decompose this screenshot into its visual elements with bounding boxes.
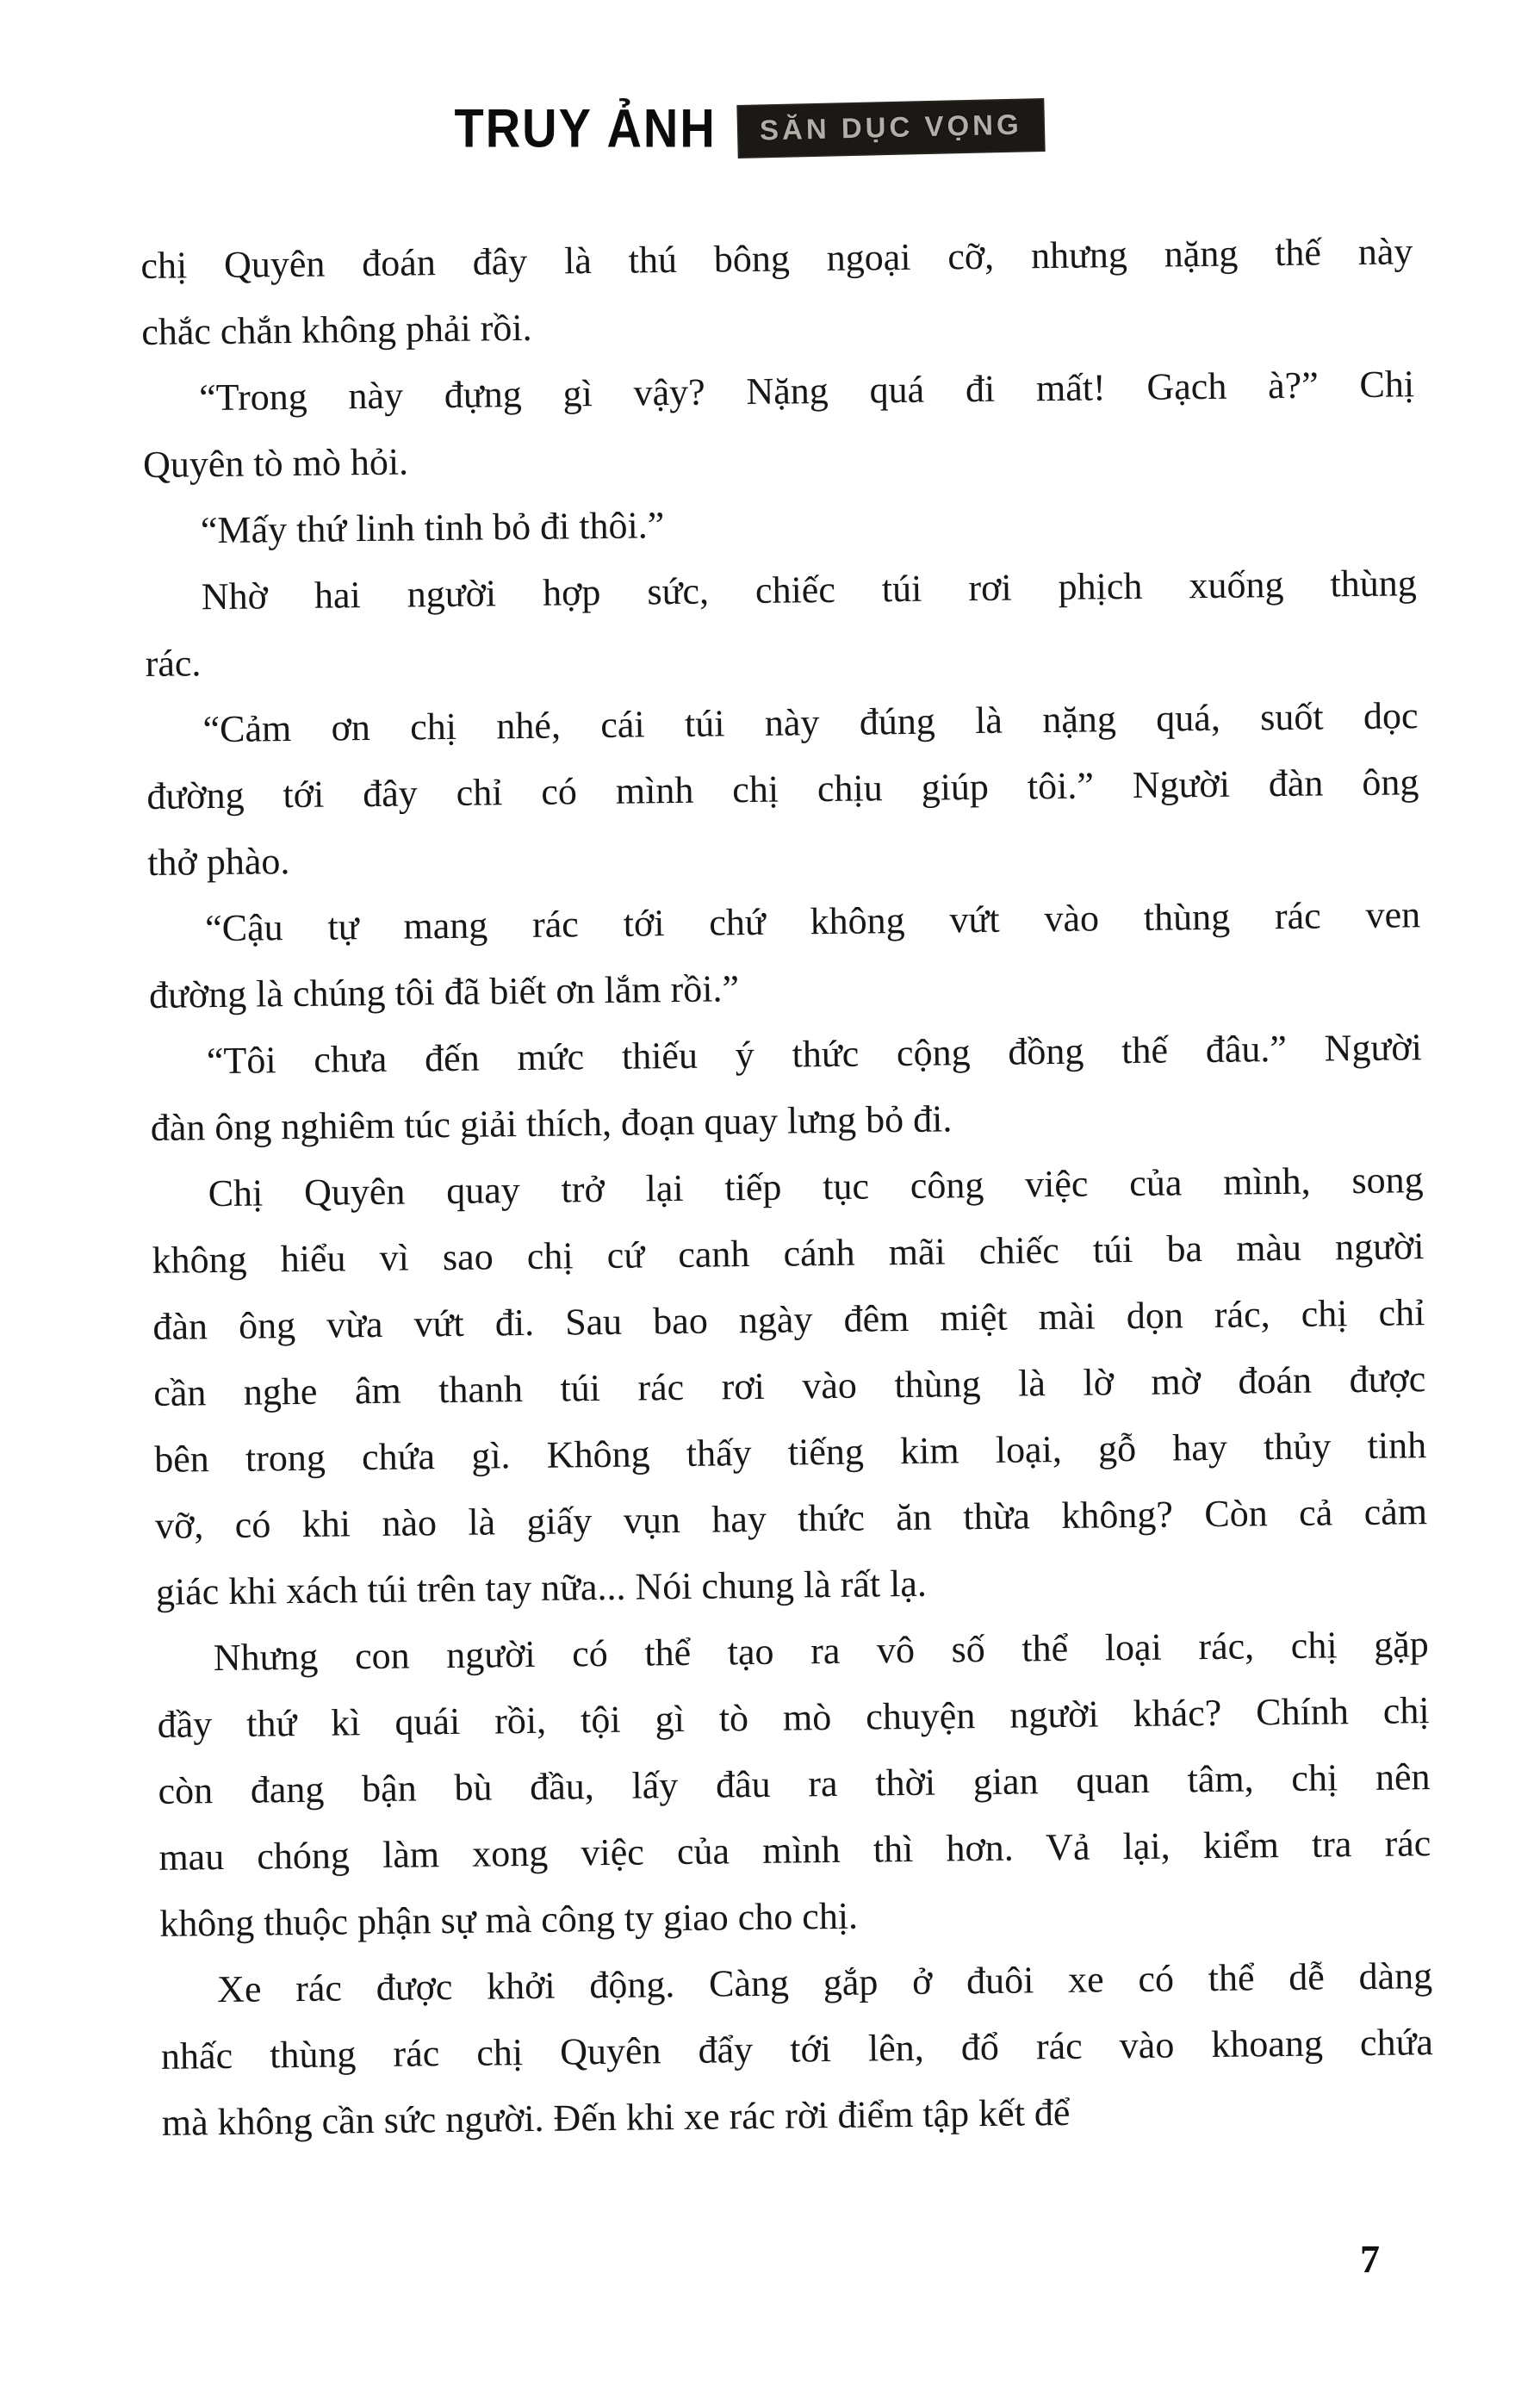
text-line: Chị Quyên quay trở lại tiếp tục công việc của mình, song: [208, 1159, 1424, 1215]
paragraph: [144, 550, 1418, 697]
text-line: Xe rác được khởi động. Càng gắp ở đuôi xe có thể dễ dàng: [216, 1954, 1433, 2011]
series-title: TRUY ẢNH: [454, 97, 717, 158]
text-line: Quyên tò mò hỏi.: [142, 440, 409, 486]
text-line: bên trong chứa gì. Không thấy tiếng kim loại, gỗ hay thủy tinh: [153, 1424, 1427, 1481]
text-line: Nhưng con người có thể tạo ra vô số thể loại rác, chị gặp: [213, 1623, 1429, 1680]
paragraph: [156, 1611, 1431, 1957]
paragraph: [142, 351, 1416, 498]
paragraph: [148, 881, 1422, 1028]
text-line: “Cậu tự mang rác tới chứ không vứt vào thùng rác ven: [204, 893, 1421, 950]
text-line: “Trong này đựng gì vậy? Nặng quá đi mất! Gạch à?” Chị: [198, 363, 1415, 419]
text-line: đàn ông vừa vứt đi. Sau bao ngày đêm miệt mài dọn rác, chị chỉ: [152, 1291, 1425, 1348]
body-text: [140, 218, 1434, 2156]
paragraph: [140, 218, 1414, 365]
text-line: không hiểu vì sao chị cứ canh cánh mãi chiếc túi ba màu người: [152, 1225, 1425, 1282]
text-line: giác khi xách túi trên tay nữa... Nói chung là rất lạ.: [155, 1562, 928, 1613]
paragraph: [149, 1014, 1423, 1161]
text-line: thở phào.: [147, 840, 290, 884]
text-line: đầy thứ kì quái rồi, tội gì tò mò chuyện người khác? Chính chị: [157, 1689, 1430, 1746]
text-line: chắc chắn không phải rồi.: [141, 306, 532, 353]
page-header: [0, 97, 1518, 158]
text-line: “Cảm ơn chị nhé, cái túi này đúng là nặng quá, suốt dọc: [202, 694, 1419, 751]
text-line: cần nghe âm thanh túi rác rơi vào thùng là lờ mờ đoán được: [153, 1357, 1426, 1414]
text-line: nhấc thùng rác chị Quyên đẩy tới lên, đổ rác vào khoang chứa: [160, 2021, 1434, 2078]
subtitle-badge: SĂN DỤC VỌNG: [738, 100, 1043, 157]
text-line: Nhờ hai người hợp sức, chiếc túi rơi phịch xuống thùng: [201, 562, 1417, 618]
text-line: đàn ông nghiêm túc giải thích, đoạn quay lưng bỏ đi.: [150, 1097, 953, 1149]
paragraph: [146, 682, 1420, 896]
text-line: còn đang bận bù đầu, lấy đâu ra thời gian quan tâm, chị nên: [158, 1755, 1431, 1812]
paragraph: [151, 1146, 1428, 1625]
text-line: vỡ, có khi nào là giấy vụn hay thức ăn thừa không? Còn cả cảm: [154, 1490, 1428, 1547]
text-line: đường là chúng tôi đã biết ơn lắm rồi.”: [148, 967, 740, 1016]
text-line: chị Quyên đoán đây là thú bông ngoại cỡ, nhưng nặng thế này: [140, 230, 1413, 287]
text-line: mà không cần sức người. Đến khi xe rác rời điểm tập kết để: [161, 2090, 1071, 2144]
paragraph: [160, 1942, 1435, 2156]
text-line: mau chóng làm xong việc của mình thì hơn. Vả lại, kiểm tra rác: [158, 1822, 1431, 1879]
text-line: “Mấy thứ linh tinh bỏ đi thôi.”: [200, 504, 665, 552]
text-line: rác.: [145, 642, 202, 685]
page-number: 7: [1360, 2237, 1380, 2281]
text-line: đường tới đây chỉ có mình chị chịu giúp tôi.” Người đàn ông: [146, 761, 1419, 817]
text-line: “Tôi chưa đến mức thiếu ý thức cộng đồng thế đâu.” Người: [206, 1026, 1423, 1083]
text-line: không thuộc phận sự mà công ty giao cho chị.: [158, 1894, 859, 1945]
